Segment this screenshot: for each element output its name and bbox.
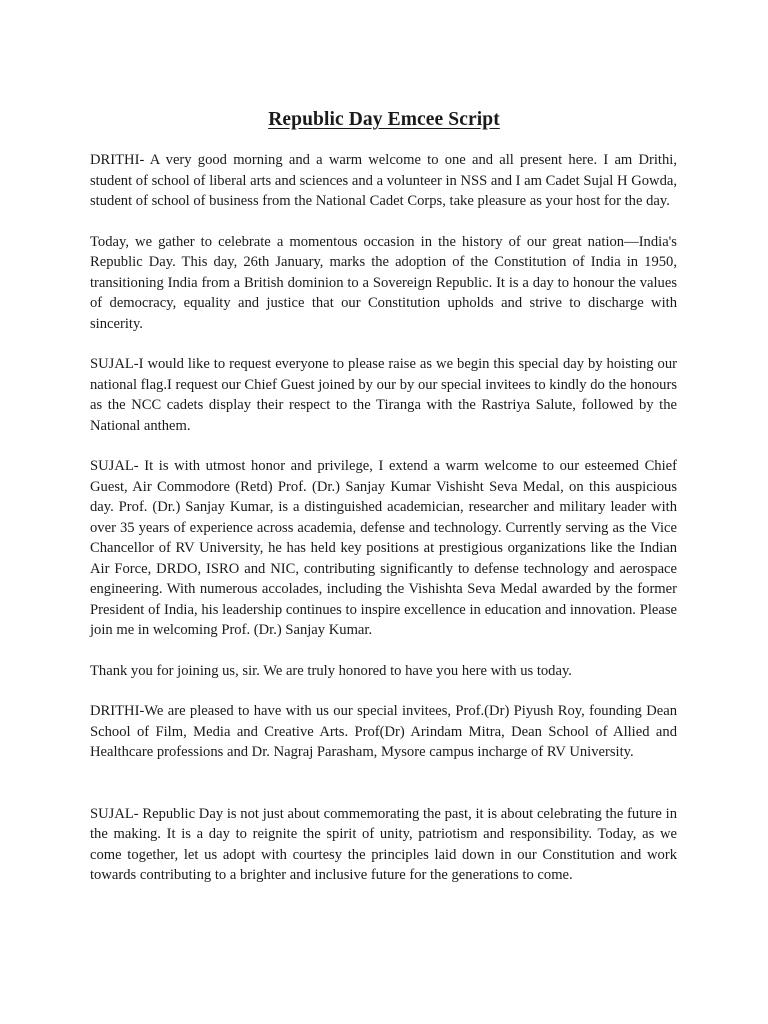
paragraph-special-invitees: DRITHI-We are pleased to have with us our special invitees, Prof.(Dr) Piyush Roy, founding Dean School of Film, Media and Creative Arts. Prof(Dr) Arindam Mitra, Dean School of Allied and Healthcare professions and Dr. Nagraj Parasham, Mysore campus incharge of RV University. (90, 703, 677, 760)
paragraph-thanks: Thank you for joining us, sir. We are truly honored to have you here with us today. (90, 662, 572, 679)
paragraph-chief-guest: SUJAL- It is with utmost honor and privilege, I extend a warm welcome to our esteemed Chief Guest, Air Commodore (Retd) Prof. (Dr.) Sanjay Kumar Vishisht Seva Medal, on this auspicious day. Prof. (Dr.) Sanjay Kumar, is a distinguished academician, researcher and military leader with over 35 years of experience across academia, defense and technology. Currently serving as the Vice Chancellor of RV University, he has held key positions at prestigious organizations like the Indian Air Force, DRDO, ISRO and NIC, contributing significantly to defense technology and aerospace engineering. With numerous accolades, including the Vishishta Seva Medal awarded by the former President of India, his leadership continues to inspire excellence in education and innovation. Please join me in welcoming Prof. (Dr.) Sanjay Kumar. (90, 458, 677, 638)
document-title: Republic Day Emcee Script (268, 109, 500, 130)
document-body (90, 150, 677, 886)
paragraph-introduction: Today, we gather to celebrate a momentous occasion in the history of our great nation—India's Republic Day. This day, 26th January, marks the adoption of the Constitution of India in 1950, transitioning India from a British dominion to a Sovereign Republic. It is a day to honour the values of democracy, equality and justice that our Constitution upholds and strive to discharge with sincerity. (90, 233, 677, 332)
paragraph-flag-hoisting: SUJAL-I would like to request everyone to please raise as we begin this special day by hoisting our national flag.I request our Chief Guest joined by our by our special invitees to kindly do the honours as the NCC cadets display their respect to the Tiranga with the Rastriya Salute, followed by the National anthem. (90, 356, 677, 434)
paragraph-welcome: DRITHI- A very good morning and a warm welcome to one and all present here. I am Drithi, student of school of liberal arts and sciences and a volunteer in NSS and I am Cadet Sujal H Gowda, student of school of business from the National Cadet Corps, take pleasure as your host for the day. (90, 152, 677, 209)
paragraph-closing: SUJAL- Republic Day is not just about commemorating the past, it is about celebrating the future in the making. It is a day to reignite the spirit of unity, patriotism and responsibility. Today, as we come together, let us adopt with courtesy the principles laid down in our Constitution and work towards contributing to a brighter and inclusive future for the generations to come. (90, 805, 677, 883)
